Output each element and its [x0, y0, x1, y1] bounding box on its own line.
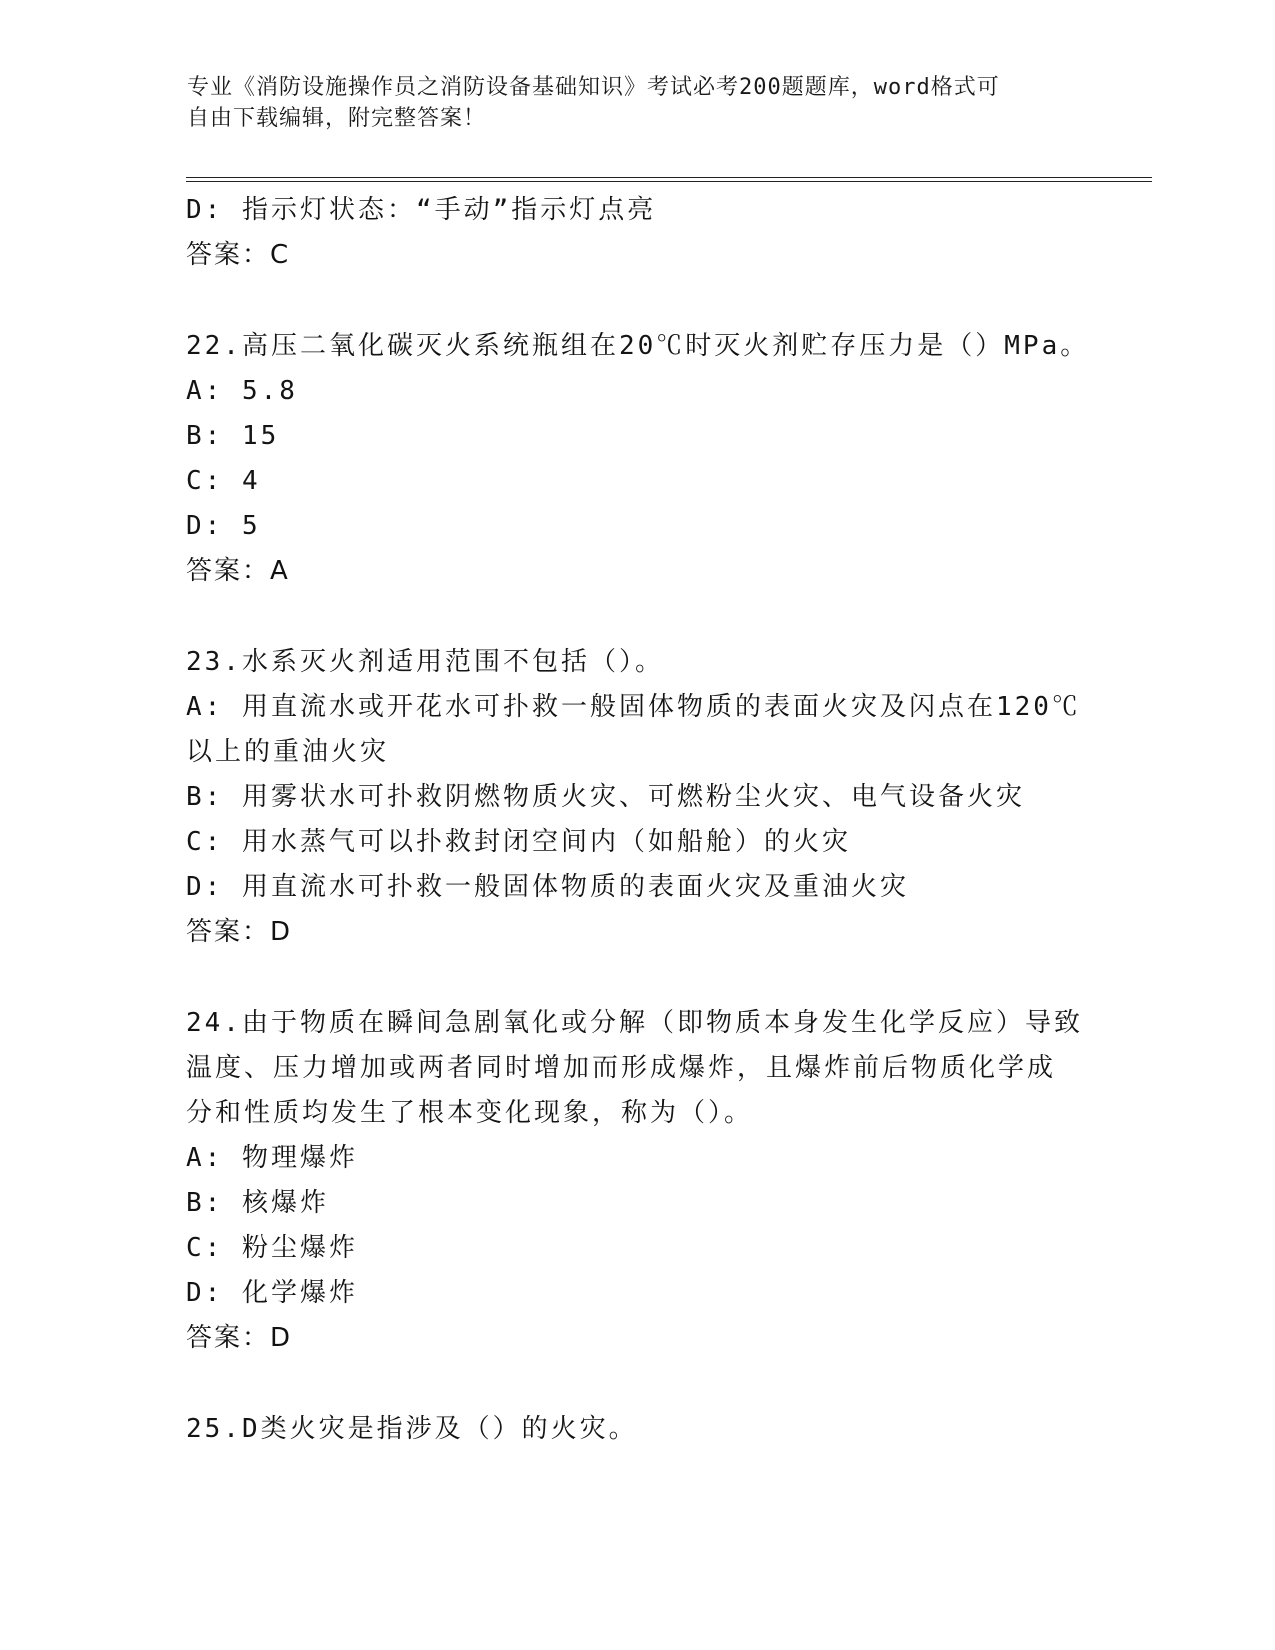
question-22-option-b: B: 15 [186, 421, 280, 451]
spacer [186, 1361, 1086, 1407]
question-23-option-c: C: 用水蒸气可以扑救封闭空间内（如船舱）的火灾 [186, 827, 851, 857]
question-24-stem-line-2: 温度、压力增加或两者同时增加而形成爆炸，且爆炸前后物质化学成 [186, 1053, 1057, 1083]
question-23-option-d: D: 用直流水可扑救一般固体物质的表面火灾及重油火灾 [186, 872, 909, 902]
question-25 [186, 1407, 1086, 1452]
question-24-option-c: C: 粉尘爆炸 [186, 1233, 358, 1263]
question-22-stem: 22.高压二氧化碳灭火系统瓶组在20℃时灭火剂贮存压力是（）MPa。 [186, 331, 1090, 361]
question-24-stem-line-1: 24.由于物质在瞬间急剧氧化或分解（即物质本身发生化学反应）导致 [186, 1008, 1083, 1038]
header-title-line-2: 自由下载编辑，附完整答案！ [187, 106, 487, 131]
question-22-option-c: C: 4 [186, 466, 261, 496]
question-22-answer: 答案：A [186, 556, 290, 586]
header-divider-bottom [186, 181, 1152, 182]
question-21 [186, 188, 1086, 278]
question-23-option-b: B: 用雾状水可扑救阴燃物质火灾、可燃粉尘火灾、电气设备火灾 [186, 782, 1025, 812]
question-23-answer: 答案：D [186, 917, 293, 947]
question-25-stem: 25.D类火灾是指涉及（）的火灾。 [186, 1414, 638, 1444]
question-24-stem-line-3: 分和性质均发生了根本变化现象，称为（）。 [186, 1098, 754, 1128]
spacer [186, 955, 1086, 1001]
question-22 [186, 324, 1090, 594]
question-23-option-a-line-2: 以上的重油火灾 [186, 737, 390, 767]
question-24-option-b: B: 核爆炸 [186, 1188, 329, 1218]
question-22-option-a: A: 5.8 [186, 376, 298, 406]
spacer [186, 594, 1086, 640]
question-21-option-d: D: 指示灯状态：“手动”指示灯点亮 [186, 195, 657, 225]
question-21-answer: 答案：C [186, 240, 291, 270]
question-23-option-a-line-1: A: 用直流水或开花水可扑救一般固体物质的表面火灾及闪点在120℃ [186, 692, 1081, 722]
question-24-answer: 答案：D [186, 1323, 293, 1353]
question-23-stem: 23.水系灭火剂适用范围不包括（）。 [186, 647, 664, 677]
question-22-option-d: D: 5 [186, 511, 261, 541]
document-header [187, 72, 1087, 134]
question-24-option-a: A: 物理爆炸 [186, 1143, 358, 1173]
spacer [186, 278, 1086, 324]
header-divider-top [186, 177, 1152, 178]
question-24 [186, 1001, 1086, 1361]
question-24-option-d: D: 化学爆炸 [186, 1278, 358, 1308]
question-list [186, 188, 1090, 1452]
question-23 [186, 640, 1086, 955]
header-title-line-1: 专业《消防设施操作员之消防设备基础知识》考试必考200题题库，word格式可 [187, 75, 1000, 100]
